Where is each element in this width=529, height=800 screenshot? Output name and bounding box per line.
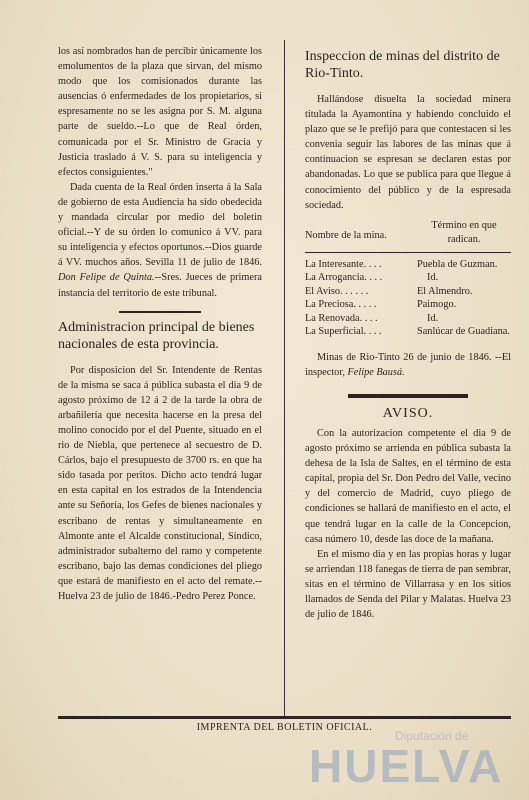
mines-table-header bbox=[305, 219, 511, 247]
mines-table bbox=[305, 259, 511, 338]
aviso-body-2: En el mismo dia y en las propias horas y lugar se arriendan 118 fanegas de tierra de pan sembrar, sitas en el término de Villarrasa y en los sitios llamados de Senda del Pilar y Malatas. Huelva 23 de julio de 1846. bbox=[305, 548, 511, 621]
right-column bbox=[305, 44, 511, 622]
admin-heading: Administracion principal de bienes nacionales de esta provincia. bbox=[58, 319, 255, 352]
mines-date: Minas de Rio-Tinto 26 de junio de 1846. --El inspector, Felipe Bausá. bbox=[305, 351, 511, 378]
column-divider bbox=[284, 40, 285, 716]
table-row: La Interesante. . . . Puebla de Guzman. bbox=[305, 258, 498, 270]
left-column bbox=[58, 44, 262, 604]
mines-body: Hallándose disuelta la sociedad minera titulada la Ayamontina y habiendo concluido el plazo que se le prefijó para que contestacen si les convenia seguir las labores de las minas que á continuacion se espresan se declaren estas por abandonadas. Lo que se publica para que llegue á conocimiento del público y de la espresada sociedad. bbox=[305, 94, 511, 211]
table-row: La Preciosa. . . . . Paimogo. bbox=[305, 299, 457, 311]
section-divider bbox=[119, 311, 201, 313]
table-row: El Aviso. . . . . . El Almendro. bbox=[305, 285, 473, 297]
table-rule bbox=[305, 252, 511, 253]
admin-body: Por disposicion del Sr. Intendente de Rentas de la misma se saca á pública subasta el dia 9 de agosto próximo de 12 á 2 de la tarde la obra de arbañilería que necesita hacerse en la presa del molino conocido por el del Puente, situado en el rio de Niebla, que pertenece al secuestro de D. Cárlos, bajo el presupuesto de 3700 rs. en que ha sido tasada por peritos. Dicho acto tendrá lugar en esta capital en los estrados de la Intendencia ante su Señoría, los Gefes de bienes nacionales y escribano de rentas y simultaneamente en Almonte ante el Alcalde constitucional, Síndico, administrador subalterno del ramo y competente escribano, bajo las demas condiciones del pliego que estará de manifiesto en el acto del remate.--Huelva 23 de julio de 1846.-Pedro Perez Ponce. bbox=[58, 364, 262, 602]
intro-text: los así nombrados han de percibir únicamente los emolumentos de la plaza que sirvan, del mismo modo que los comisionados durante las ausencias ó enfermedades de los propietarios, si espresamente no se les asigna por S. M. alguna parte de sueldo.--Lo que de Real órden, comunicada por el Sr. Ministro de Gracia y Justicia traslado á V. S. para su inteligencia y efectos consiguientes." bbox=[58, 46, 262, 178]
inspector-signature: Felipe Bausá. bbox=[347, 366, 405, 378]
mines-heading: Inspeccion de minas del distrito de Rio-Tinto. bbox=[305, 49, 500, 81]
col-mine-name: Nombre de la mina. bbox=[305, 229, 387, 241]
watermark-subtext: Diputación de bbox=[395, 729, 469, 743]
recipients: --Sres. Jueces de primera instancia del territorio de este tribunal. bbox=[58, 272, 262, 299]
footer-rule bbox=[58, 716, 511, 719]
second-paragraph: Dada cuenta de la Real órden inserta á la Sala de gobierno de esta Audiencia ha sido obedecida y mandada circular por medio del boletin oficial.--Y de su órden lo comunico á VV. para su inteligencia y efectos oportunos.--Dios guarde á VV. muchos años. Sevilla 11 de julio de 1846. Don Felipe de Quinta.--Sres. Jueces de primera instancia del territorio de este tribunal. bbox=[58, 181, 262, 299]
table-row: La Arrogancia. . . . Id. bbox=[305, 272, 439, 284]
signature: Don Felipe de Quinta. bbox=[58, 272, 155, 284]
aviso-title: AVISO. bbox=[382, 405, 434, 421]
aviso-body: Con la autorizacion competente el dia 9 de agosto próximo se arrienda en pública subasta la dehesa de la Isla de Saltes, en el término de esta capital, propia del Sr. Don Pedro del Valle, vecino y del comercio de Madrid, cuyo pliego de condiciones se hallará de manifiesto en el acto, el que tendrá lugar en la calle de la Concepcion, casa número 10, desde las doce de la mañana. bbox=[305, 427, 511, 545]
section-divider bbox=[348, 394, 468, 398]
huelva-watermark bbox=[295, 720, 515, 790]
imprint: IMPRENTA DEL BOLETIN OFICIAL. bbox=[196, 722, 373, 733]
col-location: Término en que radican. bbox=[431, 219, 497, 245]
table-row: La Renovada. . . . Id. bbox=[305, 312, 439, 324]
table-row: La Superficial. . . . Sanlúcar de Guadiana. bbox=[305, 326, 510, 338]
watermark-text: HUELVA bbox=[309, 740, 504, 790]
